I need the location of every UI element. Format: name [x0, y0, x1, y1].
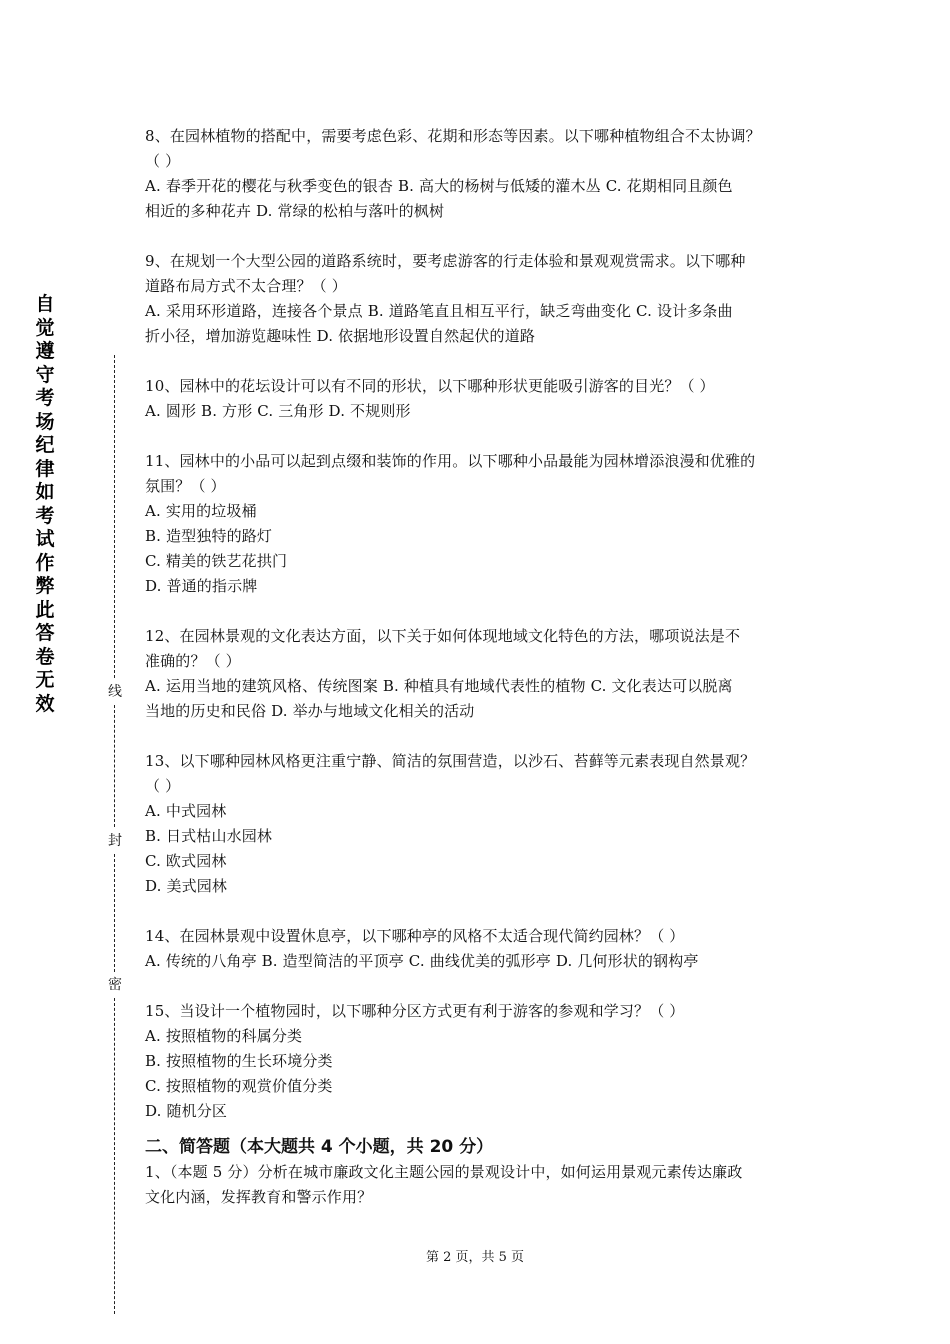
options-line: A. 春季开花的樱花与秋季变色的银杏 B. 高大的杨树与低矮的灌木丛 C. 花期相同且颜色	[145, 177, 733, 195]
question-line: 12、在园林景观的文化表达方面，以下关于如何体现地域文化特色的方法，哪项说法是不	[145, 627, 741, 645]
option-b: B. 按照植物的生长环境分类	[145, 1052, 333, 1070]
question-8	[145, 124, 807, 224]
option-c: C. 精美的铁艺花拱门	[145, 552, 288, 570]
exam-discipline-warning: 自 觉 遵 守 考 场 纪 律 如 考 试 作 弊 此 答 卷 无 效	[35, 293, 55, 715]
question-14	[145, 924, 807, 974]
question-13	[145, 749, 807, 899]
seal-label-secret: 密	[107, 974, 123, 994]
question-line: 11、园林中的小品可以起到点缀和装饰的作用。以下哪种小品最能为园林增添浪漫和优雅的	[145, 452, 756, 470]
page-number: 第 2 页，共 5 页	[425, 1250, 525, 1265]
question-line: 准确的？（ ）	[145, 652, 241, 670]
options-line: 当地的历史和民俗 D. 举办与地域文化相关的活动	[145, 702, 475, 720]
option-d: D. 普通的指示牌	[145, 577, 258, 595]
seal-dashed-line	[114, 998, 115, 1314]
options-line: A. 传统的八角亭 B. 造型简洁的平顶亭 C. 曲线优美的弧形亭 D. 几何形状的钢构亭	[145, 952, 699, 970]
option-c: C. 欧式园林	[145, 852, 227, 870]
option-b: B. 日式枯山水园林	[145, 827, 273, 845]
question-line: 9、在规划一个大型公园的道路系统时，要考虑游客的行走体验和景观观赏需求。以下哪种	[145, 252, 746, 270]
question-12	[145, 624, 807, 724]
options-line: 相近的多种花卉 D. 常绿的松柏与落叶的枫树	[145, 202, 445, 220]
option-b: B. 造型独特的路灯	[145, 527, 273, 545]
question-line: 8、在园林植物的搭配中，需要考虑色彩、花期和形态等因素。以下哪种植物组合不太协调？	[145, 127, 761, 145]
question-line: 10、园林中的花坛设计可以有不同的形状，以下哪种形状更能吸引游客的目光？（ ）	[145, 377, 715, 395]
short-answer-question-1: 文化内涵，发挥教育和警示作用？	[145, 1188, 373, 1206]
question-9	[145, 249, 807, 349]
seal-dashed-line	[114, 854, 115, 972]
option-a: A. 实用的垃圾桶	[145, 502, 257, 520]
options-line: 折小径，增加游览趣味性 D. 依据地形设置自然起伏的道路	[145, 327, 535, 345]
seal-dashed-line	[114, 355, 115, 678]
answer-blank: （ ）	[145, 777, 181, 795]
answer-blank: （ ）	[145, 152, 181, 170]
option-a: A. 按照植物的科属分类	[145, 1027, 303, 1045]
option-c: C. 按照植物的观赏价值分类	[145, 1077, 333, 1095]
question-line: 15、当设计一个植物园时，以下哪种分区方式更有利于游客的参观和学习？（ ）	[145, 1002, 685, 1020]
section-title-short-answer: 二、简答题（本大题共 4 个小题，共 20 分）	[145, 1137, 494, 1157]
question-11	[145, 449, 807, 599]
options-line: A. 采用环形道路，连接各个景点 B. 道路笔直且相互平行，缺乏弯曲变化 C. 设计多条曲	[145, 302, 733, 320]
seal-label-line: 线	[107, 681, 123, 701]
question-15	[145, 999, 807, 1124]
question-line: 氛围？（ ）	[145, 477, 226, 495]
exam-content	[145, 124, 807, 1210]
option-a: A. 中式园林	[145, 802, 227, 820]
short-answer-question-1: 1、（本题 5 分）分析在城市廉政文化主题公园的景观设计中，如何运用景观元素传达廉政	[145, 1163, 743, 1181]
option-d: D. 美式园林	[145, 877, 228, 895]
question-line: 14、在园林景观中设置休息亭，以下哪种亭的风格不太适合现代简约园林？（ ）	[145, 927, 685, 945]
seal-dashed-line	[114, 705, 115, 827]
option-d: D. 随机分区	[145, 1102, 228, 1120]
options-line: A. 圆形 B. 方形 C. 三角形 D. 不规则形	[145, 402, 411, 420]
seal-label-seal: 封	[107, 830, 123, 850]
question-line: 道路布局方式不太合理？（ ）	[145, 277, 347, 295]
options-line: A. 运用当地的建筑风格、传统图案 B. 种植具有地域代表性的植物 C. 文化表达可以脱离	[145, 677, 733, 695]
question-10	[145, 374, 807, 424]
question-line: 13、以下哪种园林风格更注重宁静、简洁的氛围营造，以沙石、苔藓等元素表现自然景观？	[145, 752, 756, 770]
